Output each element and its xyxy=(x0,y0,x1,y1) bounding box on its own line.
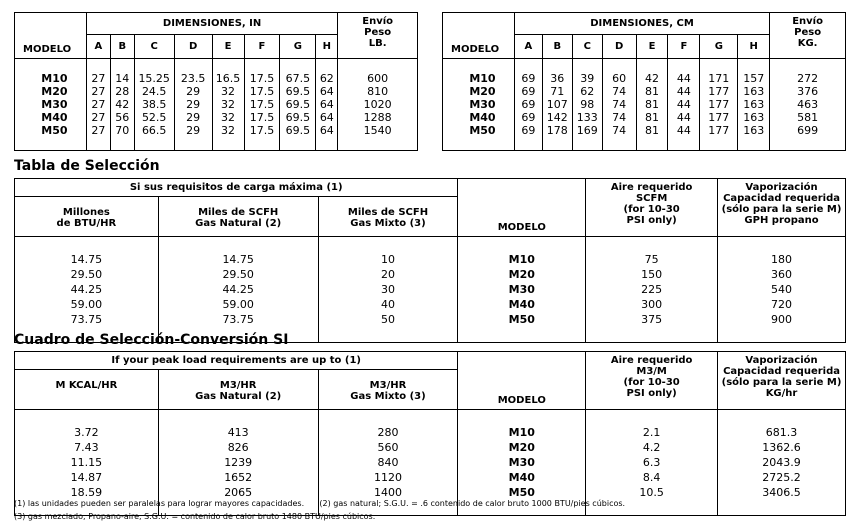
table-row: M30 27 42 38.5 29 32 17.5 69.5 64 1020 xyxy=(15,98,418,111)
sel2-mixgas-header: M3/HR Gas Mixto (3) xyxy=(318,370,458,410)
dim-cm-ship-header: Envío Peso KG. xyxy=(770,13,846,59)
table-row: 3.72 413 280 M10 2.1 681.3 xyxy=(15,425,846,440)
table-row: M40 69 142 133 74 81 44 177 163 581 xyxy=(443,111,846,124)
selection-table xyxy=(14,178,846,343)
sel1-mixgas-header: Miles de SCFH Gas Mixto (3) xyxy=(318,197,458,237)
sel2-group-header: If your peak load requirements are up to (1) xyxy=(111,355,361,366)
dim-in-col-headers: A B C D E F G H xyxy=(15,35,418,59)
table-row: 29.50 29.50 20 M20 150 360 xyxy=(15,267,846,282)
dim-cm-header: DIMENSIONES, CM xyxy=(514,13,769,35)
table-row: M40 27 56 52.5 29 32 17.5 69.5 64 1288 xyxy=(15,111,418,124)
footnote-2: (3) gas mezclado; Propano-aire, S.G.U. = contenido de calor bruto 1480 BTU/pies cúbicos. xyxy=(14,512,376,521)
sel2-natgas-header: M3/HR Gas Natural (2) xyxy=(158,370,318,410)
dim-in-header: DIMENSIONES, IN xyxy=(86,13,337,35)
sel2-vapor-header: Vaporización Capacidad requerida (sólo para la serie M) KG/hr xyxy=(718,352,846,410)
si-table-title: Cuadro de Selección-Conversión SI xyxy=(14,332,289,348)
table-row: M30 69 107 98 74 81 44 177 163 463 xyxy=(443,98,846,111)
table-row: M50 27 70 66.5 29 32 17.5 69.5 64 1540 xyxy=(15,124,418,137)
sel1-natgas-header: Miles de SCFH Gas Natural (2) xyxy=(158,197,318,237)
sel2-air-header: Aire requerido M3/M (for 10-30 PSI only) xyxy=(586,352,718,410)
sel1-btu-header: Millones de BTU/HR xyxy=(15,197,159,237)
table-row: 73.75 73.75 50 M50 375 900 xyxy=(15,312,846,327)
table-row: 7.43 826 560 M20 4.2 1362.6 xyxy=(15,440,846,455)
sel2-kcal-header: M KCAL/HR xyxy=(15,370,159,410)
dim-in-model-header: MODELO xyxy=(15,13,87,59)
table-row: M10 69 36 39 60 42 44 171 157 272 xyxy=(443,72,846,85)
table-row: M20 27 28 24.5 29 32 17.5 69.5 64 810 xyxy=(15,85,418,98)
sel1-air-header: Aire requerido SCFM (for 10-30 PSI only) xyxy=(586,179,718,237)
sel1-model-header: MODELO xyxy=(458,179,586,237)
table-row: M50 69 178 169 74 81 44 177 163 699 xyxy=(443,124,846,137)
table-row: 14.87 1652 1120 M40 8.4 2725.2 xyxy=(15,470,846,485)
sel2-model-header: MODELO xyxy=(458,352,586,410)
table-row: 18.59 2065 1400 M50 10.5 3406.5 xyxy=(15,485,846,500)
dim-cm-model-header: MODELO xyxy=(443,13,515,59)
table-row: 14.75 14.75 10 M10 75 180 xyxy=(15,252,846,267)
dimensions-cm-table xyxy=(442,12,846,151)
dimensions-in-table xyxy=(14,12,418,151)
dim-cm-col-headers: A B C D E F G H xyxy=(443,35,846,59)
footnote-1: (1) las unidades pueden ser paralelas para lograr mayores capacidades. (2) gas natural; S.G.U. = .6 contenido de calor bruto 1000 BTU/pies cúbicos. xyxy=(14,499,626,508)
table-row: 59.00 59.00 40 M40 300 720 xyxy=(15,297,846,312)
sel1-vapor-header: Vaporización Capacidad requerida (sólo para la serie M) GPH propano xyxy=(718,179,846,237)
table-row: M10 27 14 15.25 23.5 16.5 17.5 67.5 62 600 xyxy=(15,72,418,85)
dim-in-ship-header: Envío Peso LB. xyxy=(338,13,418,59)
table-row: 44.25 44.25 30 M30 225 540 xyxy=(15,282,846,297)
si-conversion-table xyxy=(14,351,846,516)
sel1-group-header: Si sus requisitos de carga máxima (1) xyxy=(129,182,343,193)
table-row: M20 69 71 62 74 81 44 177 163 376 xyxy=(443,85,846,98)
selection-table-title: Tabla de Selección xyxy=(14,158,160,174)
table-row: 11.15 1239 840 M30 6.3 2043.9 xyxy=(15,455,846,470)
